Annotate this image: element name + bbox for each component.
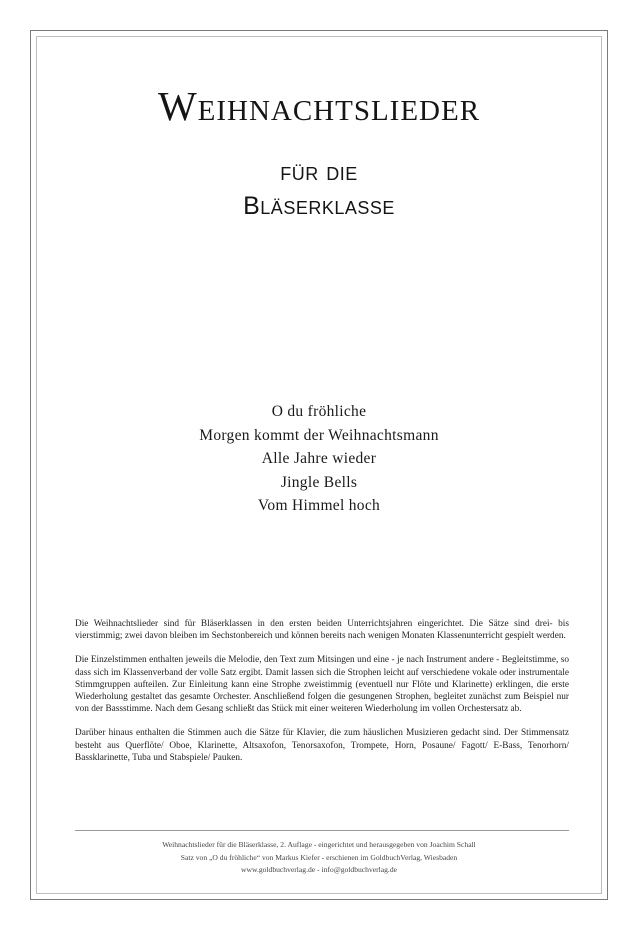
description-paragraph: Darüber hinaus enthalten die Stimmen auch die Sätze für Klavier, die zum häuslichen Musizieren gedacht sind. Der Stimmensatz besteht aus Querflöte/ Oboe, Klarinette, Altsaxofon, Tenorsaxofon, Trompete, Horn, Posaune/ Fagott/ E-Bass, Tenorhorn/ Bassklarinette, Tuba und Stabspiele/ Pauken. <box>75 728 569 763</box>
song-item: Alle Jahre wieder <box>261 450 377 467</box>
subtitle-line-2: Bläserklasse <box>243 192 395 220</box>
song-item: Jingle Bells <box>280 473 358 491</box>
footer-divider <box>75 830 569 831</box>
page-title: Weihnachtslieder <box>157 83 481 129</box>
description-paragraph: Die Einzelstimmen enthalten jeweils die Melodie, den Text zum Mitsingen und eine - je nach Instrument andere - Begleitstimme, so dass sich im Klassenverband der volle Satz ergibt. Damit lassen sich die Strophen leicht auf verschiedene vokale oder instrumentale Stimmgruppen aufteilen. Zur Einleitung kann eine Strophe zweistimmig (eventuell nur Flöte und Klarinette) erklingen, die erste Wiederholung gestaltet das gesamte Orchester. Anschließend folgen die gesungenen Strophen, begleitet zunächst zum Beispiel nur von der Bassstimme. Nach dem Gesang schließt das Stück mit einer weiteren Wiederholung im vollen Orchestersatz ab. <box>75 655 569 715</box>
imprint-footer <box>36 839 602 877</box>
footer-contact-line: www.goldbuchverlag.de - info@goldbuchverlag.de <box>240 865 397 875</box>
song-list <box>36 400 602 518</box>
song-item: Vom Himmel hoch <box>257 497 381 514</box>
subtitle-line-1: für die <box>280 158 358 186</box>
footer-publisher-line: Satz von „O du fröhliche“ von Markus Kiefer - erschienen im GoldbuchVerlag, Wiesbaden <box>180 852 458 862</box>
song-item: Morgen kommt der Weihnachtsmann <box>199 426 439 444</box>
description-text <box>75 618 569 776</box>
description-paragraph: Die Weihnachtslieder sind für Bläserklassen in den ersten beiden Unterrichtsjahren eingerichtet. Die Sätze sind drei- bis vierstimmig; zwei davon bleiben im Sechstonbereich und können bereits nach wenigen Monaten Klassenunterricht gespielt werden. <box>75 619 569 642</box>
song-item: O du fröhliche <box>271 403 367 420</box>
footer-edition-line: Weihnachtslieder für die Bläserklasse, 2. Auflage - eingerichtet und herausgegeben von Joachim Schall <box>162 840 476 849</box>
